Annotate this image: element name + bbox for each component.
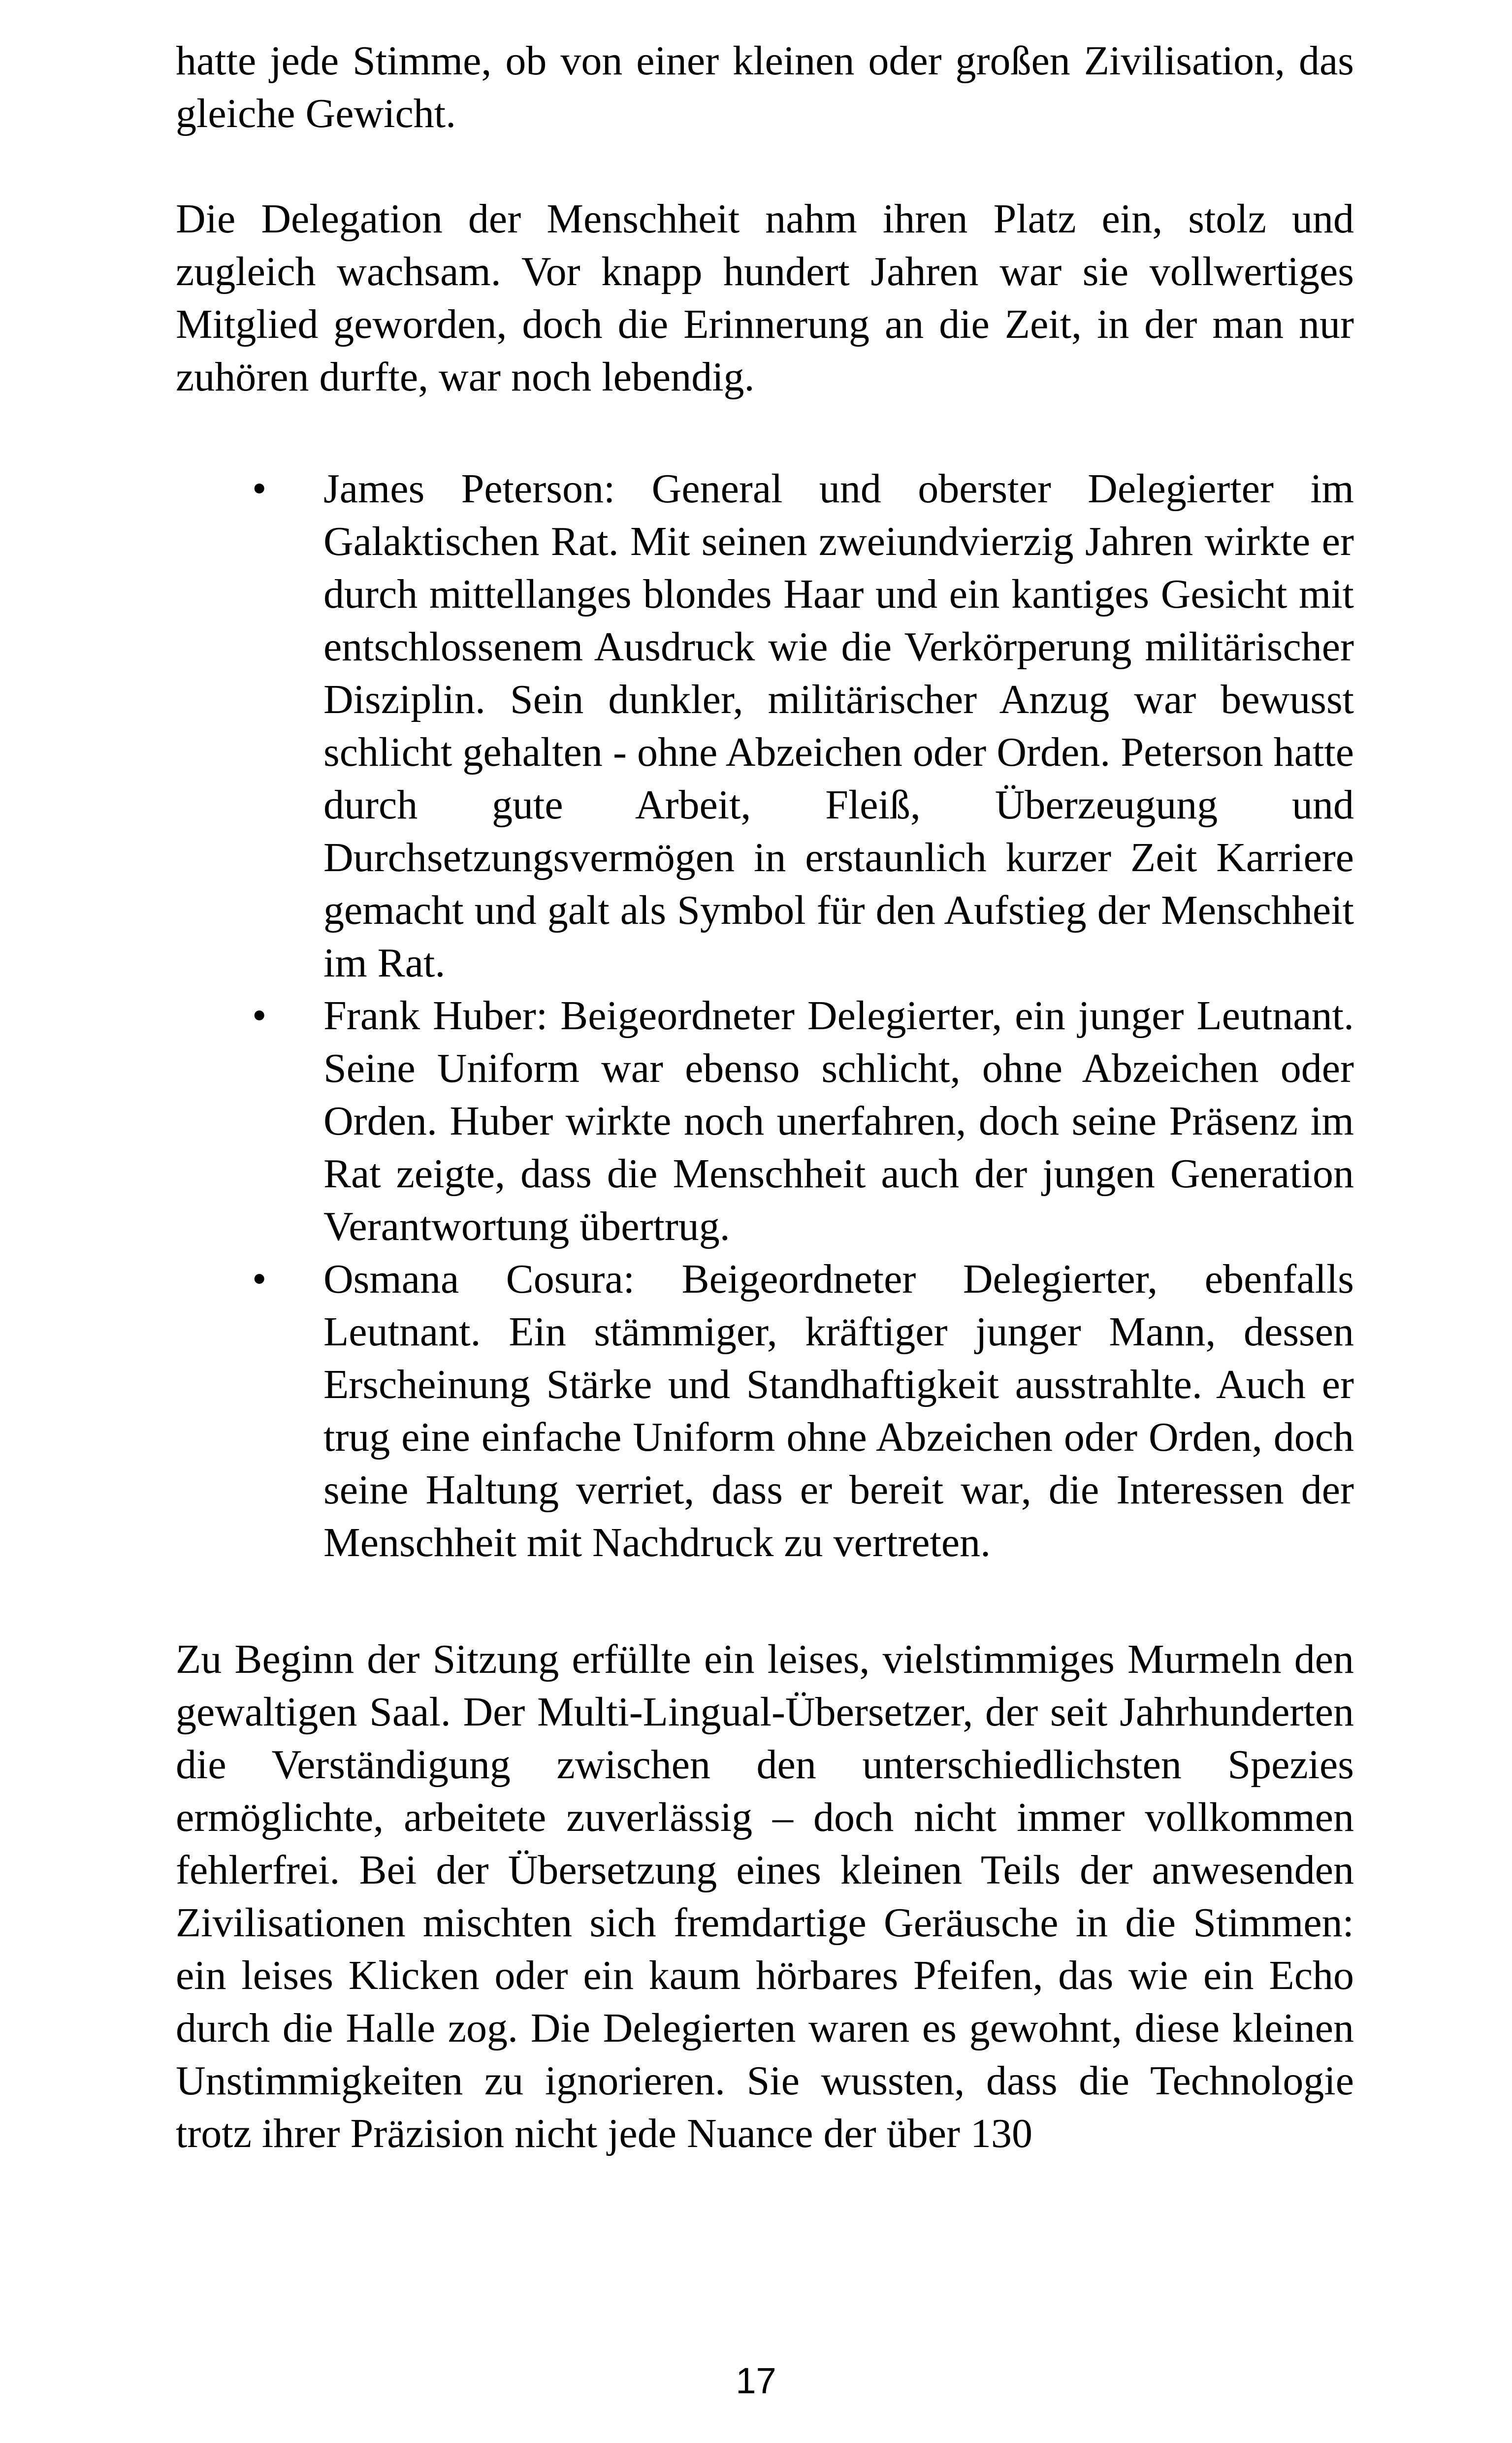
bullet-icon: • [252,1256,267,1302]
text-column [176,34,1354,2160]
paragraph-delegation: Die Delegation der Menschheit nahm ihren Platz ein, stolz und zugleich wachsam. Vor knapp hundert Jahren war sie vollwertiges Mitglied geworden, doch die Erinnerung an die Zeit, in der man nur zuhören durfte, war noch lebendig. [176,196,1354,400]
delegate-text: Frank Huber: Beigeordneter Delegierter, ein junger Leutnant. Seine Uniform war ebenso schlicht, ohne Abzeichen oder Orden. Huber wirkte noch unerfahren, doch seine Präsenz im Rat zeigte, dass die Menschheit auch der jungen Generation Verantwortung übertrug. [323,993,1354,1249]
bullet-icon: • [252,466,267,512]
page-number: 17 [736,2360,776,2401]
delegate-list [176,462,1354,1569]
delegate-text: Osmana Cosura: Beigeordneter Delegierter, ebenfalls Leutnant. Ein stämmiger, kräftiger junger Mann, dessen Erscheinung Stärke und Standhaftigkeit ausstrahlte. Auch er trug eine einfache Uniform ohne Abzeichen oder Orden, doch seine Haltung verriet, dass er bereit war, die Interessen der Menschheit mit Nachdruck zu vertreten. [323,1256,1354,1565]
list-item-delegate-peterson [176,462,1354,989]
paragraph-continuation: hatte jede Stimme, ob von einer kleinen oder großen Zivilisation, das gleiche Gewicht. [176,38,1354,136]
list-item-delegate-huber [176,989,1354,1253]
bullet-icon: • [252,993,267,1039]
delegate-text: James Peterson: General und oberster Delegierter im Galaktischen Rat. Mit seinen zweiundvierzig Jahren wirkte er durch mittellanges blondes Haar und ein kantiges Gesicht mit entschlossenem Ausdruck wie die Verkörperung militärischer Disziplin. Sein dunkler, militärischer Anzug war bewusst schlicht gehalten - ohne Abzeichen oder Orden. Peterson hatte durch gute Arbeit, Fleiß, Überzeugung und Durchsetzungsvermögen in erstaunlich kurzer Zeit Karriere gemacht und galt als Symbol für den Aufstieg der Menschheit im Rat. [323,466,1354,986]
list-item-delegate-cosura [176,1253,1354,1569]
paragraph-session-start: Zu Beginn der Sitzung erfüllte ein leises, vielstimmiges Murmeln den gewaltigen Saal. Der Multi-Lingual-Übersetzer, der seit Jahrhunderten die Verständigung zwischen den unterschiedlichsten Spezies ermöglichte, arbeitete zuverlässig – doch nicht immer vollkommen fehlerfrei. Bei der Übersetzung eines kleinen Teils der anwesenden Zivilisationen mischten sich fremdartige Geräusche in die Stimmen: ein leises Klicken oder ein kaum hörbares Pfeifen, das wie ein Echo durch die Halle zog. Die Delegierten waren es gewohnt, diese kleinen Unstimmigkeiten zu ignorieren. Sie wussten, dass die Technologie trotz ihrer Präzision nicht jede Nuance der über 130 [176,1636,1354,2156]
